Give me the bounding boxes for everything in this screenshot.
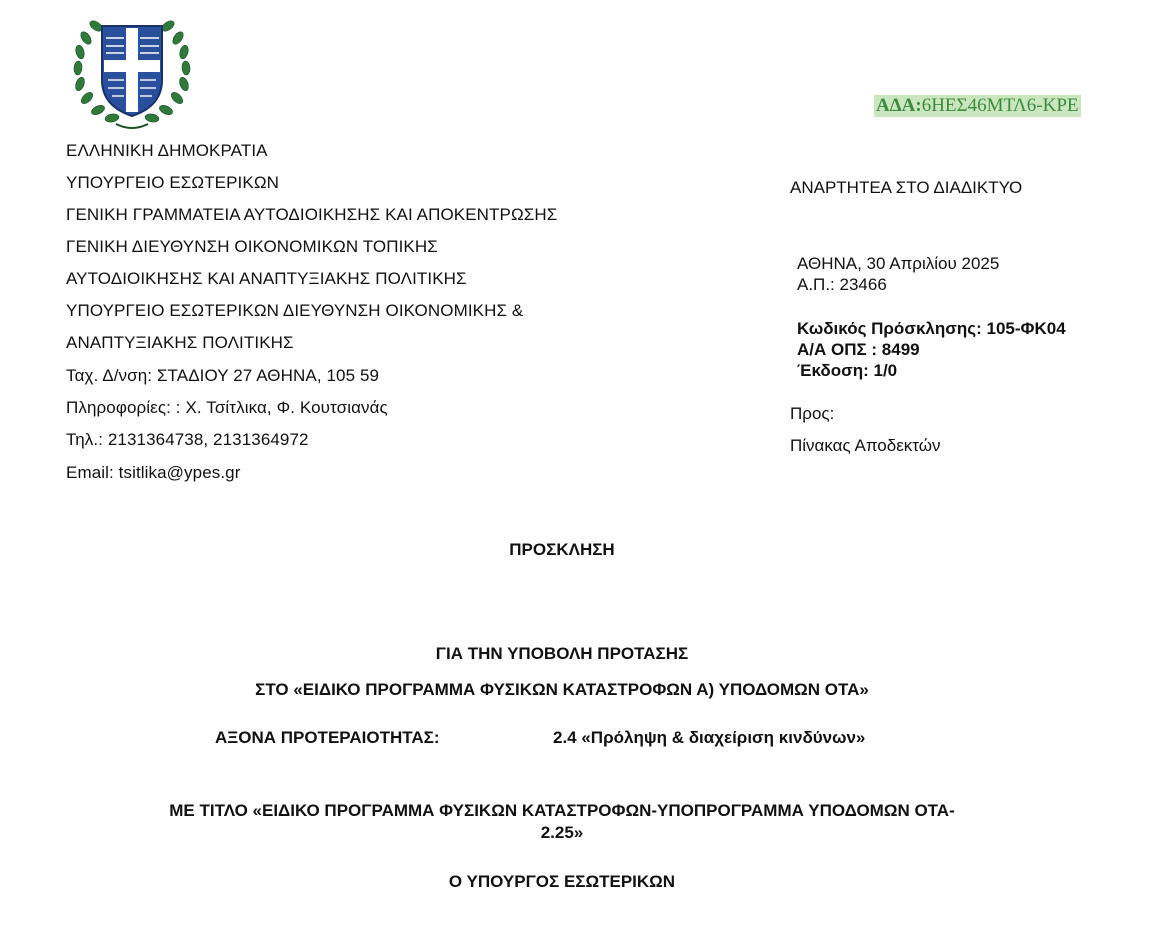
program-title-line2: 2.25»	[540, 823, 584, 842]
program-title-line1: ΜΕ ΤΙΤΛΟ «ΕΙΔΙΚΟ ΠΡΟΓΡΑΜΜΑ ΦΥΣΙΚΩΝ ΚΑΤΑΣΤΡΟΦΩΝ-ΥΠΟΠΡΟΓΡΑΜΜΑ ΥΠΟΔΟΜΩΝ ΟΤΑ-	[169, 801, 955, 820]
publish-note: ΑΝΑΡΤΗΤΕΑ ΣΤΟ ΔΙΑΔΙΚΤΥΟ	[790, 178, 1023, 197]
sender-line: ΓΕΝΙΚΗ ΔΙΕΥΘΥΝΣΗ ΟΙΚΟΝΟΜΙΚΩΝ ΤΟΠΙΚΗΣ	[66, 237, 438, 256]
document-title: ΠΡΟΣΚΛΗΣΗ	[509, 540, 615, 559]
sender-line: ΓΕΝΙΚΗ ΓΡΑΜΜΑΤΕΙΑ ΑΥΤΟΔΙΟΙΚΗΣΗΣ ΚΑΙ ΑΠΟΚΕΝΤΡΩΣΗΣ	[66, 205, 558, 224]
ada-code	[874, 95, 1081, 117]
sender-line: ΑΥΤΟΔΙΟΙΚΗΣΗΣ ΚΑΙ ΑΝΑΠΤΥΞΙΑΚΗΣ ΠΟΛΙΤΙΚΗΣ	[66, 269, 467, 288]
version: Έκδοση: 1/0	[797, 361, 898, 380]
recipients: Πίνακας Αποδεκτών	[790, 436, 941, 455]
ada-value: 6ΗΕΣ46ΜΤΛ6-ΚΡΕ	[921, 95, 1079, 116]
sender-line: ΥΠΟΥΡΓΕΙΟ ΕΣΩΤΕΡΙΚΩΝ	[66, 173, 280, 192]
protocol-number: Α.Π.: 23466	[797, 275, 887, 294]
sender-line: ΕΛΛΗΝΙΚΗ ΔΗΜΟΚΡΑΤΙΑ	[66, 141, 268, 160]
sender-email: Email: tsitlika@ypes.gr	[66, 463, 241, 482]
sender-address: Ταχ. Δ/νση: ΣΤΑΔΙΟΥ 27 ΑΘΗΝΑ, 105 59	[66, 366, 380, 385]
sender-line: ΑΝΑΠΤΥΞΙΑΚΗΣ ΠΟΛΙΤΙΚΗΣ	[66, 333, 294, 352]
greek-coat-of-arms-icon	[66, 6, 198, 134]
call-code: Κωδικός Πρόσκλησης: 105-ΦΚ04	[797, 319, 1066, 338]
sender-line: ΥΠΟΥΡΓΕΙΟ ΕΣΩΤΕΡΙΚΩΝ ΔΙΕΥΘΥΝΣΗ ΟΙΚΟΝΟΜΙΚΗΣ &	[66, 301, 524, 320]
sender-phone: Τηλ.: 2131364738, 2131364972	[66, 430, 309, 449]
ops-code: Α/Α ΟΠΣ : 8499	[797, 340, 920, 359]
subtitle-submission: ΓΙΑ ΤΗΝ ΥΠΟΒΟΛΗ ΠΡΟΤΑΣΗΣ	[435, 644, 689, 663]
subtitle-program: ΣΤΟ «ΕΙΔΙΚΟ ΠΡΟΓΡΑΜΜΑ ΦΥΣΙΚΩΝ ΚΑΤΑΣΤΡΟΦΩΝ Α) ΥΠΟΔΟΜΩΝ ΟΤΑ»	[255, 680, 869, 699]
sender-info: Πληροφορίες: : Χ. Τσίτλικα, Φ. Κουτσιανάς	[66, 398, 388, 417]
place-date: ΑΘΗΝΑ, 30 Απριλίου 2025	[797, 254, 1000, 273]
minister-heading: Ο ΥΠΟΥΡΓΟΣ ΕΣΩΤΕΡΙΚΩΝ	[448, 872, 676, 891]
priority-axis-value: 2.4 «Πρόληψη & διαχείριση κινδύνων»	[553, 728, 866, 747]
priority-axis-label: ΑΞΟΝΑ ΠΡΟΤΕΡΑΙΟΤΗΤΑΣ:	[215, 728, 440, 747]
to-label: Προς:	[790, 404, 835, 423]
ada-label: ΑΔΑ:	[876, 95, 922, 116]
